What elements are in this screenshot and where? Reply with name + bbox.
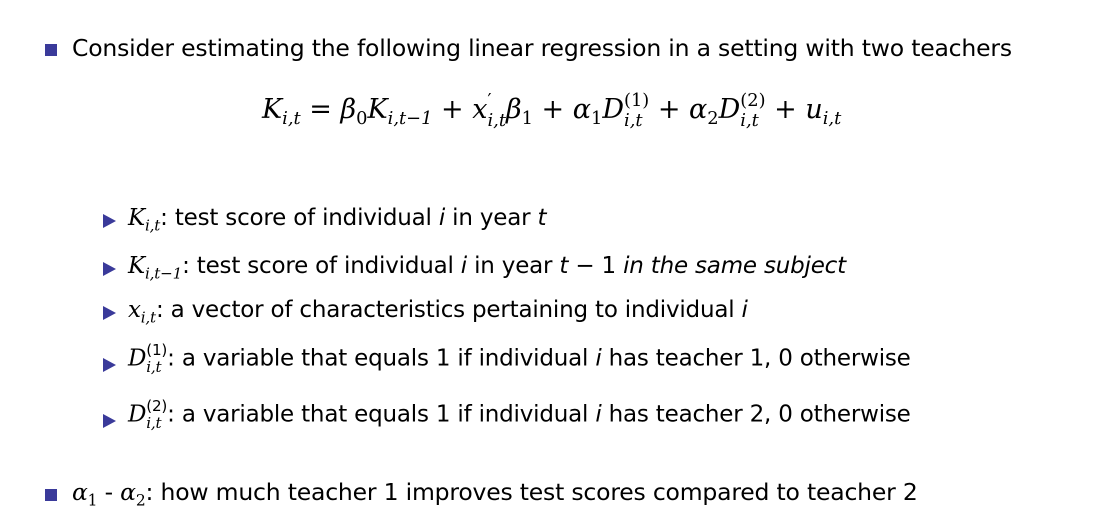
list-item: $K_{i,t}$: test score of individual i in year t xyxy=(128,205,547,235)
list-item: $x_{i,t}$: a vector of characteristics pertaining to individual i xyxy=(128,297,748,327)
triangle-bullet-icon xyxy=(103,358,116,372)
intro-text: Consider estimating the following linear regression in a setting with two teachers xyxy=(72,34,1012,62)
list-item: D (2) i,t : a variable that equals 1 if individual i has teacher 2, 0 otherwise xyxy=(128,397,911,433)
list-item: D (1) i,t : a variable that equals 1 if individual i has teacher 1, 0 otherwise xyxy=(128,341,911,377)
square-bullet-icon xyxy=(45,489,57,501)
regression-equation: $K_{i,t} = \beta_0K_{i,t-1} + x$ ′ i,t $\beta_1 + \alpha_1D$ (1) i,t + $\alpha_2D$ (2) i,t + $u_{i,t}$ xyxy=(262,90,842,131)
conclusion-text: $\alpha_1 - \alpha_2$: how much teacher 1 improves test scores compared to teacher 2 xyxy=(72,478,918,510)
list-item: $K_{i,t-1}$: test score of individual i in year t − 1 in the same subject xyxy=(128,253,846,283)
triangle-bullet-icon xyxy=(103,306,116,320)
square-bullet-icon xyxy=(45,44,57,56)
triangle-bullet-icon xyxy=(103,414,116,428)
triangle-bullet-icon xyxy=(103,262,116,276)
triangle-bullet-icon xyxy=(103,214,116,228)
